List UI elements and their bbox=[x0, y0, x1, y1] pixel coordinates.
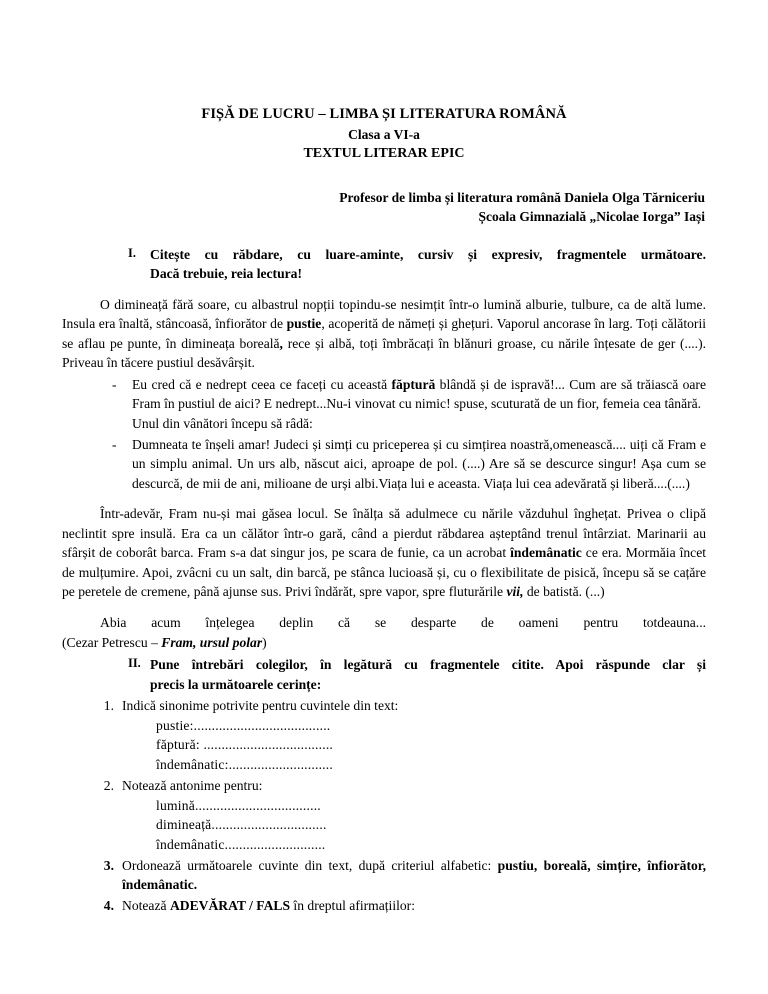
school-name-line: Școala Gimnazială „Nicolae Iorga” Iași bbox=[478, 209, 705, 225]
paragraph-1-part-2: , acoperită de nămeți și ghețuri. Vaporul ancorase în larg. Toți călătorii se aflau pe punte, în dimineața boreală bbox=[62, 316, 706, 351]
exercise-1-body bbox=[122, 696, 706, 775]
section-ii-text bbox=[150, 655, 706, 694]
exercise-2-blank-indemanatic[interactable]: îndemânatic............................ bbox=[156, 836, 326, 852]
dialogue-dash-1: - bbox=[112, 376, 117, 392]
exercise-list bbox=[62, 696, 706, 916]
dialogue-2-text: Dumneata te înșeli amar! Judeci și simți cu priceperea și cu simțirea noastră,omenească.... uiți că Fram e un simplu animal. Un urs alb, născut aici, aproape de pol. (....) Are să se descurce singur! Așa cum se descurcă, de mii de ani, milioane de urși albi.Viața lui e aceasta. Viața lui cea adevărată și liberă....(....) bbox=[132, 436, 706, 491]
exercise-4-number: 4. bbox=[103, 898, 114, 914]
exercise-3-word-list: pustiu, boreală, simțire, înfiorător, îndemânatic. bbox=[122, 857, 706, 893]
exercise-item bbox=[62, 856, 706, 895]
reading-paragraph-2 bbox=[62, 504, 706, 602]
paragraph-2-part-2: ce era. Mormăia încet de mulțumire. Apoi, zvâcni cu un salt, din barcă, pe stânca lucioasă și, cu o flexibilitate de pisică, începu să se cațăre pe peretele de cremene, până ajunse sus. Privi îndărăt, spre vapor, spre fluturările bbox=[62, 545, 706, 600]
exercise-item bbox=[62, 696, 706, 775]
paragraph-2-part-3: de batistă. (...) bbox=[523, 584, 605, 600]
dialogue-line-1 bbox=[62, 375, 706, 414]
exercise-2-number: 2. bbox=[103, 777, 114, 793]
exercise-item bbox=[62, 896, 706, 916]
keyword-indemanatic: îndemânatic bbox=[510, 545, 582, 561]
reading-paragraph-1 bbox=[62, 295, 706, 373]
section-i-text bbox=[150, 245, 706, 284]
section-i-marker: I. bbox=[128, 245, 136, 260]
document-title-block bbox=[62, 104, 706, 164]
section-i-line1: Citește cu răbdare, cu luare-aminte, cursiv și expresiv, fragmentele următoare. bbox=[150, 246, 706, 262]
exercise-4-body bbox=[122, 896, 706, 916]
keyword-vii: vii, bbox=[506, 584, 524, 600]
dialogue-1-part-1: Eu cred că e nedrept ceea ce faceți cu această bbox=[132, 376, 392, 392]
exercise-1-blank-pustie[interactable]: pustie:...................................... bbox=[156, 717, 331, 733]
paragraph-1-part-3: rece și albă, toți îmbrăcați în blănuri groase, cu nările înțesate de ger (....). Priveau în tăcere pustiul desăvârșit. bbox=[62, 335, 707, 371]
exercise-4-prompt-prefix: Notează bbox=[122, 898, 170, 914]
author-name-line: Profesor de limba și literatura română Daniela Olga Tărniceriu bbox=[339, 189, 705, 205]
section-heading-ii bbox=[62, 655, 706, 694]
paragraph-2-part-1: Într-adevăr, Fram nu-și mai găsea locul. Se înălța să adulmece cu nările văzduhul înghețat. Privea o clipă neclintit spre insulă. Era ca un călător într-o gară, când a pierdut răbdarea așteptând trenul întârziat. Marinarii au sfârșit de coborât barca. Fram s-a dat singur jos, pe scara de funie, ca un acrobat bbox=[62, 506, 706, 561]
narration-line-1: Unul din vânători începu să râdă: bbox=[132, 415, 313, 431]
section-ii-line2: precis la următoarele cerințe: bbox=[150, 676, 322, 692]
exercise-1-blank-faptura[interactable]: făptură: .................................... bbox=[156, 737, 334, 753]
attribution-work-title: Fram, ursul polar bbox=[161, 634, 263, 650]
section-heading-i bbox=[62, 245, 706, 284]
exercise-2-prompt: Notează antonime pentru: bbox=[122, 777, 263, 793]
page-title: FIȘĂ DE LUCRU – LIMBA ȘI LITERATURA ROMÂNĂ bbox=[201, 106, 567, 122]
section-i-line2: Dacă trebuie, reia lectura! bbox=[150, 266, 303, 282]
exercise-2-body bbox=[122, 776, 706, 855]
dialogue-dash-2: - bbox=[112, 436, 117, 452]
attribution-suffix: ) bbox=[262, 634, 267, 650]
exercise-3-prompt-prefix: Ordonează următoarele cuvinte din text, după criteriul alfabetic: bbox=[122, 857, 498, 873]
attribution-prefix: (Cezar Petrescu – bbox=[62, 634, 162, 650]
section-ii-line1: Pune întrebări colegilor, în legătură cu fragmentele citite. Apoi răspunde clar și bbox=[150, 657, 706, 673]
exercise-3-number: 3. bbox=[103, 857, 114, 873]
keyword-pustie: pustie bbox=[286, 316, 322, 332]
topic-subtitle: TEXTUL LITERAR EPIC bbox=[303, 145, 465, 161]
author-block bbox=[62, 188, 706, 227]
exercise-2-blank-dimineata[interactable]: dimineață................................ bbox=[156, 817, 327, 833]
exercise-4-prompt-suffix: în dreptul afirmațiilor: bbox=[290, 898, 415, 914]
class-subtitle: Clasa a VI-a bbox=[348, 126, 420, 142]
dialogue-1-text bbox=[132, 375, 706, 414]
exercise-2-blank-lumina[interactable]: lumină................................... bbox=[156, 797, 321, 813]
source-attribution bbox=[62, 633, 706, 653]
paragraph-1-part-1: O dimineață fără soare, cu albastrul nopții topindu-se nesimțit într-o lumină alburie, tulbure, ca de altă lume. Insula era înaltă, stâncoasă, înfiorător de bbox=[62, 296, 706, 332]
dialogue-line-2 bbox=[62, 435, 706, 494]
dialogue-block bbox=[62, 375, 706, 493]
exercise-item bbox=[62, 776, 706, 855]
exercise-1-blank-indemanatic[interactable]: îndemânatic:............................. bbox=[156, 757, 333, 773]
section-ii-marker: II. bbox=[128, 656, 141, 671]
keyword-faptura: făptură bbox=[391, 376, 436, 392]
exercise-3-body bbox=[122, 856, 706, 895]
reading-paragraph-3: Abia acum înțelegea deplin că se desparte de oameni pentru totdeauna... bbox=[100, 615, 706, 631]
document-content bbox=[62, 104, 706, 916]
dialogue-1-part-2: blândă și de ispravă!... Cum are să trăiască oare Fram în pustiul de aici? E nedrept...Nu-i vinovat cu nimic! spuse, scuturată de un fior, femeia cea tânără. bbox=[132, 376, 706, 412]
exercise-1-number: 1. bbox=[103, 698, 114, 714]
paragraph-1-bold-comma: , bbox=[279, 335, 283, 351]
exercise-4-truefalse-label: ADEVĂRAT / FALS bbox=[169, 898, 291, 914]
exercise-1-prompt: Indică sinonime potrivite pentru cuvintele din text: bbox=[122, 698, 399, 714]
